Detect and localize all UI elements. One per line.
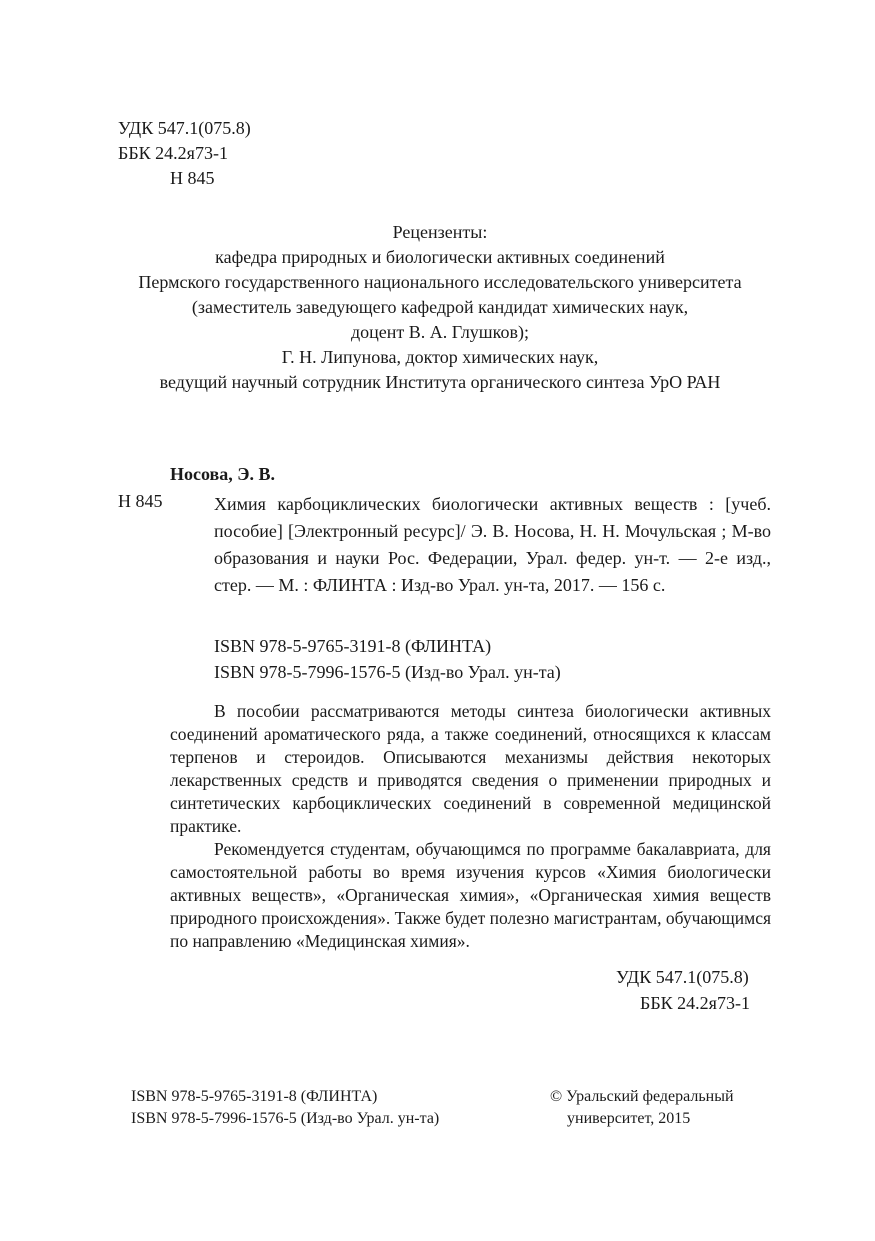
reviewer-line: (заместитель заведующего кафедрой кандидат химических наук, (191, 297, 689, 317)
abstract-paragraph: Рекомендуется студентам, обучающимся по программе бакалавриата, для самостоятельной работы во время изучения курсов «Химия биологически активных веществ», «Органическая химия», «Органическая химия веществ природного происхождения». Также будет полезно магистрантам, обучающимся по направлению «Медицинская химия». (170, 839, 772, 951)
isbn-ural: ISBN 978-5-7996-1576-5 (Изд-во Урал. ун-та) (214, 662, 561, 682)
reviewer-line: кафедра природных и биологически активных соединений (215, 247, 665, 267)
abstract-paragraph: В пособии рассматриваются методы синтеза биологически активных соединений ароматического ряда, а также соединений, относящихся к классам терпенов и стероидов. Описываются механизмы действия некоторых лекарственных средств и приводятся сведения о применении природных и синтетических карбоциклических соединений в современной медицинской практике. (170, 701, 771, 836)
record-code: Н 845 (118, 491, 163, 511)
bbk-code-right: ББК 24.2я73-1 (640, 993, 750, 1013)
abstract (170, 700, 771, 953)
author-mark: Н 845 (170, 168, 215, 188)
copyright-line: университет, 2015 (567, 1110, 691, 1127)
reviewer-line: Г. Н. Липунова, доктор химических наук, (281, 347, 599, 367)
reviewer-line: ведущий научный сотрудник Института органического синтеза УрО РАН (159, 372, 721, 392)
udk-code: УДК 547.1(075.8) (118, 118, 251, 138)
copyright-line: © Уральский федеральный (550, 1088, 734, 1105)
footer-isbn-list (131, 1086, 439, 1130)
bbk-code: ББК 24.2я73-1 (118, 143, 228, 163)
isbn-flinta: ISBN 978-5-9765-3191-8 (ФЛИНТА) (214, 636, 492, 656)
classification-codes (118, 116, 251, 191)
footer-isbn: ISBN 978-5-7996-1576-5 (Изд-во Урал. ун-та) (131, 1110, 440, 1127)
record-author: Носова, Э. В. (170, 464, 275, 484)
footer-isbn: ISBN 978-5-9765-3191-8 (ФЛИНТА) (131, 1088, 378, 1105)
bibliographic-description: Химия карбоциклических биологически активных веществ : [учеб. пособие] [Электронный ресурс]/ Э. В. Носова, Н. Н. Мочульская ; М-во образования и науки Рос. Федерации, Урал. федер. ун-т. — 2-е изд., стер. — М. : ФЛИНТА : Изд-во Урал. ун-та, 2017. — 156 с. (214, 494, 771, 595)
udk-code-right: УДК 547.1(075.8) (616, 967, 749, 987)
reviewer-line: Пермского государственного национального исследовательского университета (138, 272, 742, 292)
record-isbn-list (214, 633, 561, 685)
reviewers-heading: Рецензенты: (392, 222, 488, 242)
reviewer-line: доцент В. А. Глушков); (350, 322, 529, 342)
reviewers-block (110, 220, 770, 395)
classification-right (616, 964, 750, 1016)
copyright-notice (550, 1086, 734, 1130)
